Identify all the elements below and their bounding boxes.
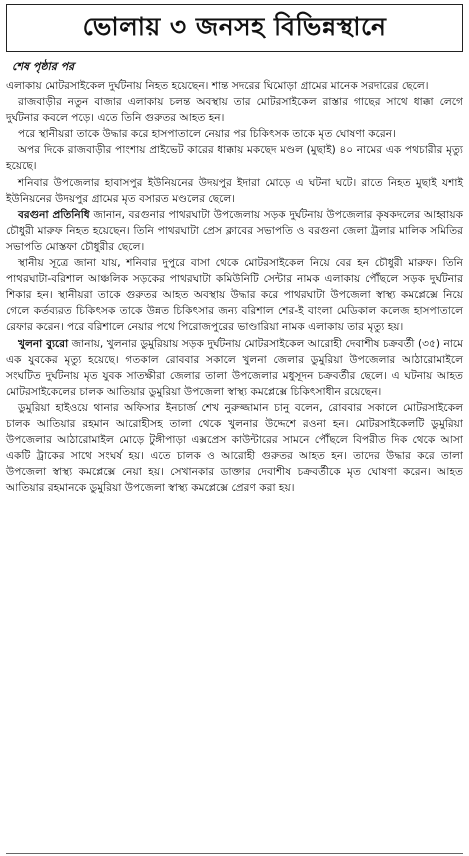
article-body (6, 78, 463, 496)
bottom-rule (6, 853, 463, 854)
paragraph-text: রাজবাড়ীর নতুন বাজার এলাকায় চলন্ত অবস্থায় তার মোটরসাইকেল রাস্তার গাছের সাথে ধাক্কা লেগে দুর্ঘটনার কবলে পড়ে। এতে তিনি গুরুতর আহত হন। (6, 96, 463, 125)
article-paragraph (6, 142, 463, 174)
paragraph-lead: বরগুনা প্রতিনিধি (18, 208, 90, 221)
article-paragraph (6, 78, 463, 94)
paragraph-text: এলাকায় মোটরসাইকেল দুর্ঘটনায় নিহত হয়েছেন। শান্ত সদরের ঘিমোড়া গ্রামের মানেক সরদারের ছেলে। (6, 80, 429, 92)
paragraph-lead: খুলনা ব্যুরো (18, 337, 69, 350)
article-paragraph (6, 400, 463, 497)
article-paragraph (6, 336, 463, 400)
paragraph-text: পরে স্থানীয়রা তাকে উদ্ধার করে হাসপাতালে নেয়ার পর চিকিৎসক তাকে মৃত ঘোষণা করেন। (18, 128, 396, 141)
article-paragraph (6, 207, 463, 255)
paragraph-text: অপর দিকে রাজবাড়ীর পাংশায় প্রাইভেট কারের ধাক্কায় মকছেদ মণ্ডল (মুছাই) ৪০ নামের এক পথচারীর মৃত্যু হয়েছে। (6, 144, 463, 173)
paragraph-text: স্থানীয় সূত্রে জানা যায়, শনিবার দুপুরে বাসা থেকে মোটরসাইকেল নিয়ে বের হন চৌধুরী মারুফ। তিনি পাথরঘাটা-বরিশাল আঞ্চলিক সড়কের পাথরঘাটা কমিউনিটি সেন্টার নামক এলাকায় পৌঁছলে সড়ক দুর্ঘটনার শিকার হন। স্থানীয়রা তাকে গুরুতর আহত অবস্থায় উদ্ধার করে পাথরঘাটা উপজেলা স্বাস্থ্য কমপ্লেক্সে নিয়ে গেলে কর্তব্যরত চিকিৎসক তাকে উন্নত চিকিৎসার জন্য বরিশাল শের-ই বাংলা মেডিকাল কলেজ হাসপাতালে রেফার করেন। পরে বরিশালে নেয়ার পথে পিরোজপুরের ভাণ্ডারিয়া নামক এলাকায় তার মৃত্যু হয়। (6, 257, 463, 334)
headline: ভোলায় ৩ জনসহ বিভিন্নস্থানে (82, 11, 387, 41)
paragraph-text: শনিবার উপজেলার হাবাসপুর ইউনিয়নের উদয়পুর ইদারা মোড়ে এ ঘটনা ঘটে। রাতে নিহত মুছাই যশাই ইউনিয়নের উদয়পুর গ্রামের মৃত বসারত মণ্ডলের ছেলে। (6, 176, 463, 205)
article-paragraph (6, 255, 463, 335)
headline-box (6, 4, 463, 52)
article-paragraph (6, 175, 463, 207)
paragraph-text: জানায়, খুলনার ডুমুরিয়ায় সড়ক দুর্ঘটনায় মোটরসাইকেল আরোহী দেবাশীষ চক্রবর্তী (৩৫) নামে এক যুবকের মৃত্যু হয়েছে। গতকাল রোববার সকালে খুলনা জেলার ডুমুরিয়া উপজেলার আঠারোমাইলে সংঘটিত দুর্ঘটনায় মৃত যুবক সাতক্ষীরা জেলার তালা উপজেলার মধুসূদন চক্রবর্তীর ছেলে। এ ঘটনায় আহত মোটরসাইকেলের চালক আতিয়ার ডুমুরিয়া উপজেলা স্বাস্থ্য কমপ্লেক্সে চিকিৎসাধীন রয়েছেন। (6, 337, 464, 398)
paragraph-text: জানান, বরগুনার পাথরঘাটা উপজেলায় সড়ক দুর্ঘটনায় উপজেলার কৃষকদলের আহ্বায়ক চৌধুরী মারুফ নিহত হয়েছেন। তিনি পাথরঘাটা প্রেস ক্লাবের সভাপতি ও বরগুনা জেলা ট্রলার মালিক সমিতির সভাপতি মোস্তফা চৌধুরীর ছেলে। (6, 208, 463, 253)
paragraph-text: ডুমুরিয়া হাইওয়ে থানার অফিসার ইনচার্জ শেখ নুরুজ্জামান চানু বলেন, রোববার সকালে মোটরসাইকেল চালক আতিয়ার রহমান আরোহীসহ তালা থেকে খুলনার উদ্দেশে রওনা হন। মোটরসাইকেলটি ডুমুরিয়া উপজেলার আঠারোমাইল মোড়ে টুঙ্গীপাড়া এক্সপ্রেস কাউন্টারের সামনে পৌঁছলে বিপরীত দিক থেকে আসা একটি ট্রাকের সাথে সংঘর্ষ হয়। এতে চালক ও আরোহী গুরুতর আহত হন। তাদের উদ্ধার করে তালা উপজেলা স্বাস্থ্য কমপ্লেক্সে নেয়া হয়। সেখানকার ডাক্তার দেবাশীষ চক্রবর্তীকে মৃত ঘোষণা করেন। আহত আতিয়ার রহমানকে ডুমুরিয়া উপজেলা স্বাস্থ্য কমপ্লেক্সে প্রেরণ করা হয়। (6, 401, 463, 495)
article-paragraph (6, 94, 463, 126)
article-paragraph (6, 126, 463, 142)
continued-label: শেষ পৃষ্ঠার পর (12, 60, 75, 73)
article-page (0, 4, 469, 856)
